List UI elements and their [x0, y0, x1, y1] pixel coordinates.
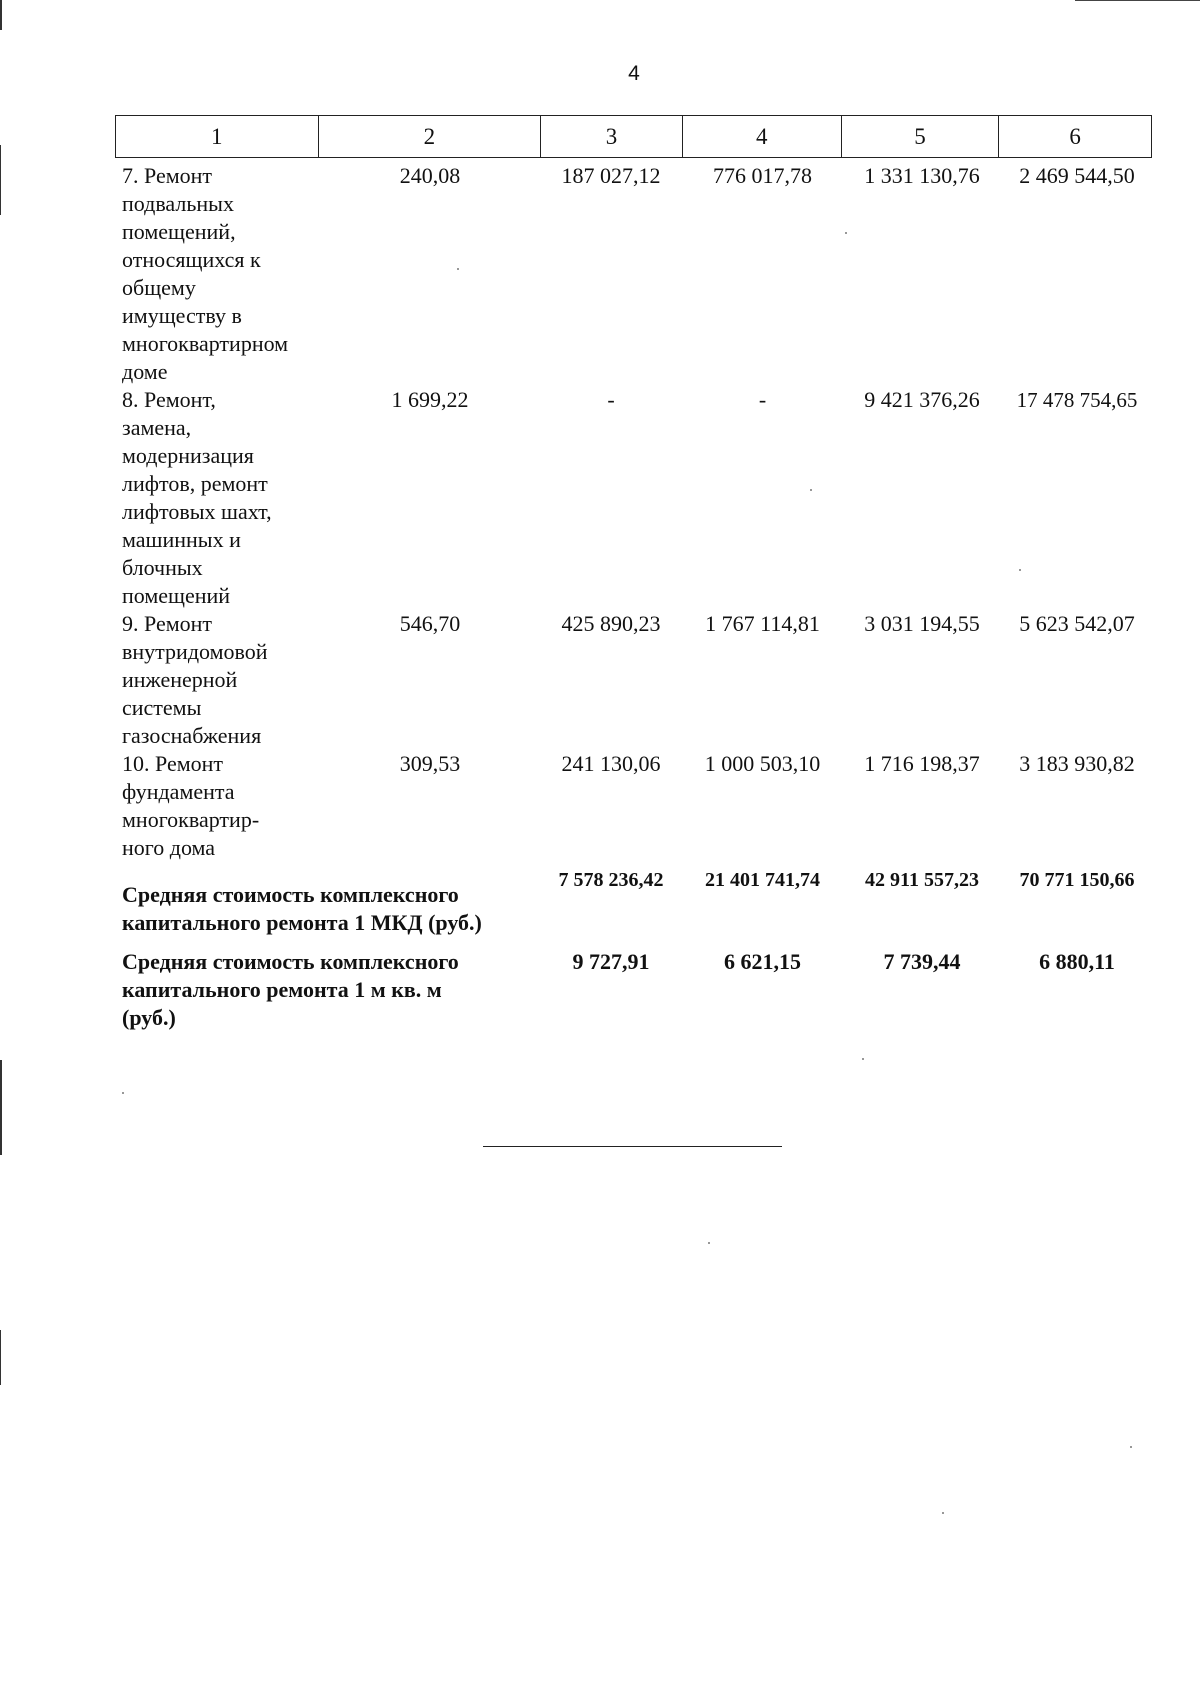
row-label-line: 10. Ремонт [122, 751, 224, 776]
row-label-line: имуществу в [122, 303, 242, 328]
header-cell-4: 4 [683, 116, 842, 157]
summary-col3: 9 727,91 [572, 949, 650, 974]
summary-col4: 21 401 741,74 [705, 869, 820, 891]
cell-col5: 1 331 130,76 [864, 163, 980, 188]
row-label-line: замена, [122, 415, 192, 440]
header-cell-2: 2 [319, 116, 542, 157]
summary-label-line: Средняя стоимость комплексного [122, 882, 459, 907]
scan-edge-mark [0, 1330, 1, 1385]
row-label-line: газоснабжения [122, 723, 262, 748]
row-label-line: машинных и [122, 527, 241, 552]
cell-col5: 1 716 198,37 [864, 751, 980, 776]
header-cell-5: 5 [842, 116, 1000, 157]
cell-col2: 546,70 [399, 611, 461, 636]
row-label-line: модернизация [122, 443, 254, 468]
scan-speck [862, 1058, 864, 1060]
row-label-line: системы [122, 695, 202, 720]
footer-rule [483, 1146, 782, 1147]
scan-edge-mark [0, 1060, 2, 1155]
table-header-row [115, 115, 1152, 158]
row-label-line: помещений [122, 583, 231, 608]
page-number: 4 [628, 62, 640, 85]
summary-col3: 7 578 236,42 [558, 869, 664, 891]
summary-label-line: Средняя стоимость комплексного [122, 949, 459, 974]
scan-speck [1019, 569, 1021, 571]
cell-col6: 2 469 544,50 [1019, 163, 1135, 188]
row-label [122, 386, 322, 610]
cell-col2: 309,53 [399, 751, 461, 776]
row-label [122, 162, 322, 386]
scan-edge-line [1075, 0, 1200, 1]
cell-col4: 1 000 503,10 [704, 751, 821, 776]
scan-speck [708, 1242, 710, 1244]
cell-col3: 241 130,06 [561, 751, 661, 776]
row-label-line: лифтовых шахт, [122, 499, 272, 524]
summary-col5: 7 739,44 [883, 949, 961, 974]
row-label-line: 7. Ремонт [122, 163, 213, 188]
cell-col5: 9 421 376,26 [864, 387, 980, 412]
cell-col3: 425 890,23 [561, 611, 661, 636]
scan-edge-mark [0, 145, 1, 215]
cell-col6: 5 623 542,07 [1019, 611, 1135, 636]
row-label-line: лифтов, ремонт [122, 471, 268, 496]
cell-col3: - [607, 387, 615, 412]
row-label-line: внутридомовой [122, 639, 268, 664]
row-label-line: многоквартир- [122, 807, 260, 832]
summary-label [122, 881, 562, 937]
row-label-line: 8. Ремонт, [122, 387, 216, 412]
row-label-line: доме [122, 359, 168, 384]
row-label [122, 610, 322, 750]
row-label-line: 9. Ремонт [122, 611, 213, 636]
header-cell-1: 1 [116, 116, 319, 157]
row-label-line: помещений, [122, 219, 236, 244]
header-cell-3: 3 [541, 116, 683, 157]
cell-col5: 3 031 194,55 [864, 611, 980, 636]
cell-col4: 776 017,78 [713, 163, 812, 188]
summary-col4: 6 621,15 [724, 949, 801, 974]
scan-speck [122, 1092, 124, 1094]
scan-speck [457, 268, 459, 270]
row-label-line: инженерной [122, 667, 238, 692]
scan-edge-mark [0, 0, 2, 30]
row-label-line: фундамента [122, 779, 235, 804]
cell-col6: 3 183 930,82 [1019, 751, 1135, 776]
scan-speck [845, 232, 847, 234]
cell-col3: 187 027,12 [561, 163, 661, 188]
row-label-line: многоквартирном [122, 331, 289, 356]
cell-col4: 1 767 114,81 [705, 611, 820, 636]
header-cell-6: 6 [1069, 123, 1081, 149]
cell-col6: 17 478 754,65 [1016, 388, 1138, 412]
cell-col4: - [758, 387, 767, 412]
cell-col2: 240,08 [399, 163, 461, 188]
row-label-line: общему [122, 275, 196, 300]
row-label-line: подвальных [122, 191, 234, 216]
summary-col5: 42 911 557,23 [865, 869, 979, 891]
row-label [122, 750, 322, 862]
scan-speck [810, 489, 812, 491]
summary-label [122, 948, 562, 1032]
row-label-line: относящихся к [122, 247, 261, 272]
scan-speck [1130, 1446, 1132, 1448]
summary-col6: 6 880,11 [1039, 949, 1115, 974]
cell-col2: 1 699,22 [391, 387, 469, 412]
scan-speck [942, 1512, 944, 1514]
row-label-line: блочных [122, 555, 203, 580]
row-label-line: ного дома [122, 835, 216, 860]
summary-col6: 70 771 150,66 [1019, 869, 1135, 891]
summary-label-line: капитального ремонта 1 МКД (руб.) [122, 910, 482, 935]
summary-label-line: (руб.) [122, 1005, 176, 1030]
summary-label-line: капитального ремонта 1 м кв. м [122, 977, 442, 1002]
